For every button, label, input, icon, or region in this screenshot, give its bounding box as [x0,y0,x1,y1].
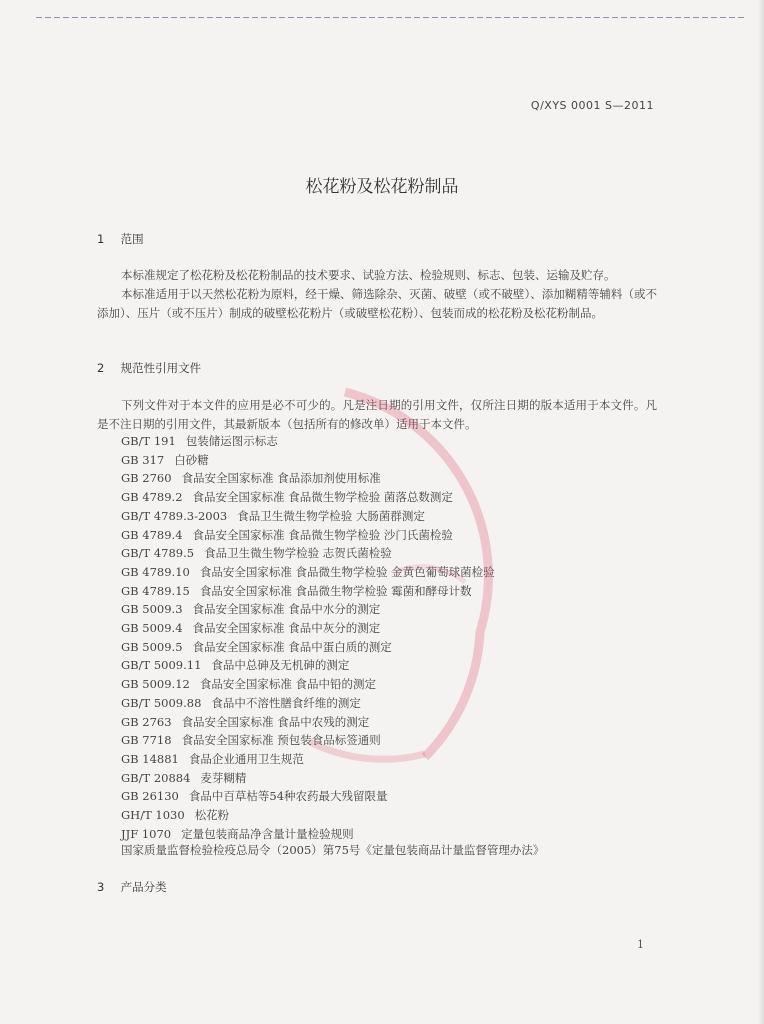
section-number: 2 [97,361,105,375]
reference-item: GB 317 白砂糖 [121,452,209,467]
reference-item: GB 26130 食品中百草枯等54种农药最大残留限量 [121,789,388,804]
top-rule [36,17,746,18]
reference-item: GB/T 20884 麦芽糊精 [121,770,247,785]
scan-edge-shadow [758,0,764,1024]
reference-item: JJF 1070 定量包装商品净含量计量检验规则 [121,826,354,841]
reference-item: GB 2763 食品安全国家标准 食品中农残的测定 [121,714,370,729]
reference-item: GH/T 1030 松花粉 [121,808,230,823]
reference-item: GB/T 191 包装储运图示标志 [121,434,278,448]
document-title: 松花粉及松花粉制品 [305,177,459,197]
decree-reference: 国家质量监督检验检疫总局令（2005）第75号《定量包装商品计量监督管理办法》 [121,843,545,857]
section-1-heading [97,231,144,247]
scope-paragraph-2: 本标准适用于以天然松花粉为原料，经干燥、筛选除杂、灭菌、破壁（或不破壁）、添加糊精等辅料（或不添加）、压片（或不压片）制成的破壁松花粉片（或破壁松花粉）、包装而成的松花粉及松花粉制品。 [97,287,657,320]
reference-item: GB 5009.3 食品安全国家标准 食品中水分的测定 [121,602,381,617]
scope-paragraph-1: 本标准规定了松花粉及松花粉制品的技术要求、试验方法、检验规则、标志、包装、运输及贮存。 [121,268,616,282]
section-number: 3 [97,880,105,894]
reference-item: GB 4789.4 食品安全国家标准 食品微生物学检验 沙门氏菌检验 [121,527,453,542]
reference-item: GB 4789.10 食品安全国家标准 食品微生物学检验 金黄色葡萄球菌检验 [121,564,495,579]
reference-item: GB 5009.5 食品安全国家标准 食品中蛋白质的测定 [121,639,392,654]
reference-item: GB 7718 食品安全国家标准 预包装食品标签通则 [121,733,381,748]
standard-code: Q/XYS 0001 S—2011 [530,99,654,112]
reference-list [121,432,495,843]
reference-item: GB/T 5009.88 食品中不溶性膳食纤维的测定 [121,695,361,710]
section-title: 产品分类 [120,880,167,894]
section-3-heading [97,879,167,895]
reference-item: GB/T 4789.5 食品卫生微生物学检验 志贺氏菌检验 [121,546,392,561]
reference-item: GB/T 5009.11 食品中总砷及无机砷的测定 [121,658,350,673]
reference-item: GB/T 4789.3-2003 食品卫生微生物学检验 大肠菌群测定 [121,508,425,523]
section-title: 规范性引用文件 [120,361,202,375]
reference-item: GB 4789.15 食品安全国家标准 食品微生物学检验 霉菌和酵母计数 [121,583,472,598]
reference-item: GB 5009.4 食品安全国家标准 食品中灰分的测定 [121,621,381,636]
section-2-heading [97,360,201,376]
reference-item: GB 4789.2 食品安全国家标准 食品微生物学检验 菌落总数测定 [121,490,453,505]
section-title: 范围 [120,232,144,246]
page-number: 1 [637,938,644,951]
reference-item: GB 14881 食品企业通用卫生规范 [121,751,304,766]
references-intro: 下列文件对于本文件的应用是必不可少的。凡是注日期的引用文件，仅所注日期的版本适用于本文件。凡是不注日期的引用文件，其最新版本（包括所有的修改单）适用于本文件。 [97,398,657,431]
section-number: 1 [97,232,105,246]
reference-item: GB 2760 食品安全国家标准 食品添加剂使用标准 [121,471,381,486]
reference-item: GB 5009.12 食品安全国家标准 食品中铅的测定 [121,677,377,692]
